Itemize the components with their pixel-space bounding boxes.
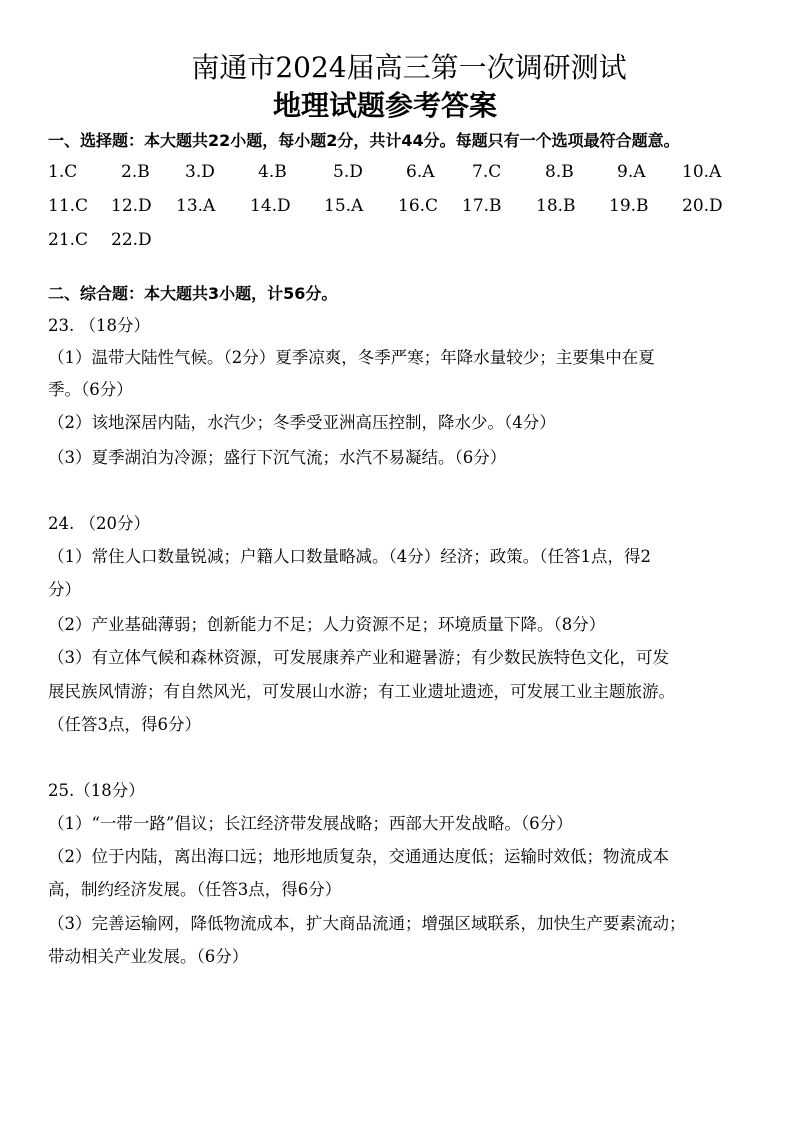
answer-line: （2）该地深居内陆，水汽少；冬季受亚洲高压控制，降水少。（4分） <box>48 413 556 432</box>
answer-item: 9.A <box>617 162 646 182</box>
answer-line: （1）“一带一路”倡议；长江经济带发展战略；西部大开发战略。（6分） <box>48 814 573 833</box>
question-25-heading: 25.（18分） <box>48 781 145 800</box>
answer-item: 1.C <box>48 162 78 182</box>
answer-item: 4.B <box>258 162 287 182</box>
question-24-heading: 24. （20分） <box>48 514 150 533</box>
document-title: 南通市2024届高三第一次调研测试 <box>191 51 627 84</box>
answer-item: 6.A <box>406 162 435 182</box>
answer-line: （3）夏季湖泊为冷源；盛行下沉气流；水汽不易凝结。（6分） <box>48 448 507 467</box>
answer-line: （2）位于内陆，离出海口远；地形地质复杂，交通通达度低；运输时效低；物流成本 <box>48 847 669 866</box>
answer-item: 3.D <box>185 162 215 182</box>
answer-line: （3）完善运输网，降低物流成本，扩大商品流通；增强区域联系，加快生产要素流动； <box>48 914 686 933</box>
question-23-heading: 23. （18分） <box>48 316 150 335</box>
answer-item: 12.D <box>111 196 152 216</box>
answer-item: 2.B <box>121 162 150 182</box>
answer-line: 季。（6分） <box>48 380 133 399</box>
answer-item: 10.A <box>682 162 722 182</box>
answer-item: 7.C <box>472 162 502 182</box>
section-heading-comprehensive: 二、综合题：本大题共3小题，计56分。 <box>48 284 338 303</box>
answer-line: 带动相关产业发展。（6分） <box>48 947 249 966</box>
answer-item: 14.D <box>250 196 291 216</box>
section-heading-choice: 一、选择题：本大题共22小题，每小题2分，共计44分。每题只有一个选项最符合题意。 <box>48 131 680 150</box>
answer-line: 高，制约经济发展。（任答3点，得6分） <box>48 880 342 899</box>
answer-line: 展民族风情游；有自然风光，可发展山水游；有工业遗址遗迹，可发展工业主题旅游。 <box>48 682 675 701</box>
answer-line: （3）有立体气候和森林资源，可发展康养产业和避暑游；有少数民族特色文化，可发 <box>48 648 669 667</box>
answer-item: 22.D <box>111 230 152 250</box>
answer-line: 分） <box>48 580 81 599</box>
answer-item: 8.B <box>545 162 574 182</box>
answer-item: 16.C <box>398 196 439 216</box>
answer-item: 19.B <box>609 196 649 216</box>
answer-line: （1）温带大陆性气候。（2分）夏季凉爽，冬季严寒；年降水量较少；主要集中在夏 <box>48 348 655 367</box>
answer-line: （1）常住人口数量锐减；户籍人口数量略减。（4分）经济；政策。（任答1点，得2 <box>48 547 651 566</box>
answer-item: 20.D <box>682 196 723 216</box>
answer-item: 21.C <box>48 230 89 250</box>
answer-item: 17.B <box>462 196 502 216</box>
answer-line: （任答3点，得6分） <box>48 715 201 734</box>
answer-item: 18.B <box>536 196 576 216</box>
answer-item: 5.D <box>333 162 363 182</box>
document-subtitle: 地理试题参考答案 <box>272 89 497 122</box>
answer-item: 15.A <box>324 196 364 216</box>
answer-item: 11.C <box>48 196 89 216</box>
answer-line: （2）产业基础薄弱；创新能力不足；人力资源不足；环境质量下降。（8分） <box>48 615 606 634</box>
answer-item: 13.A <box>176 196 216 216</box>
